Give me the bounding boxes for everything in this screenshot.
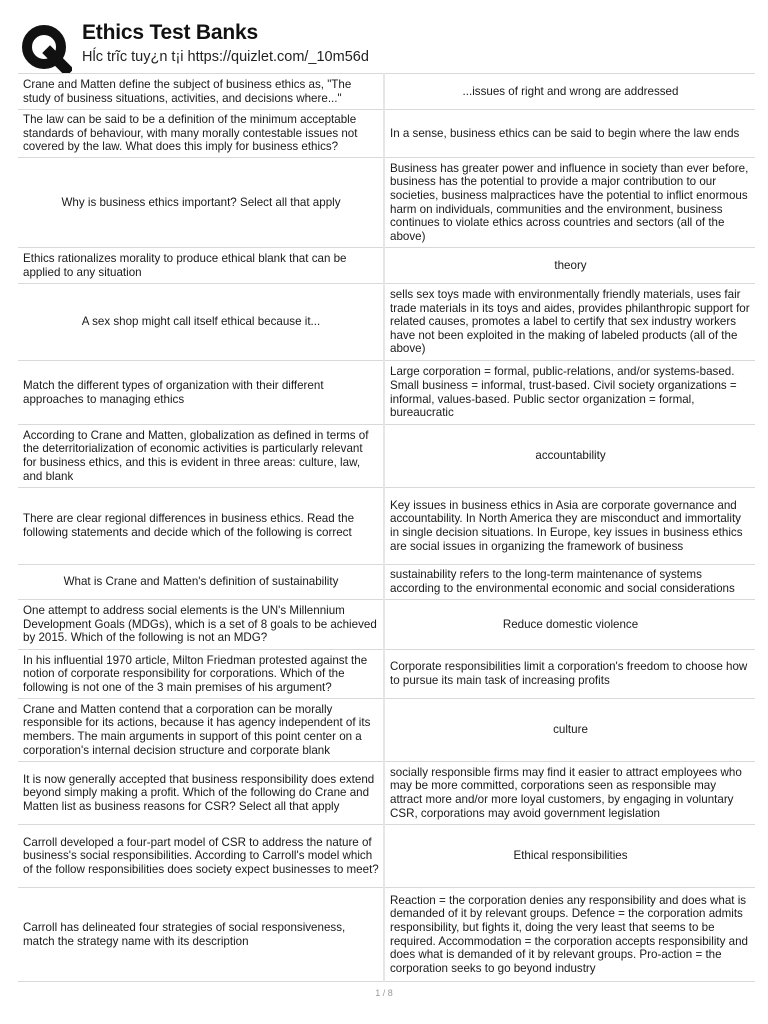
flashcard-row (18, 699, 755, 762)
question-cell: Crane and Matten contend that a corporation can be morally responsible for its actions, because it has agency independent of its members. The main arguments in support of this point center on a corporation's internal decision structure and corporate blank (18, 699, 384, 762)
answer-cell: Business has greater power and influence in society than ever before, business has the potential to provide a major contribution to our societies, business malpractices have the potential to inflict enormous harm on individuals, communities and the environment, business continues to violate ethics across countries and sectors (all of the above) (384, 158, 755, 248)
question-cell: It is now generally accepted that business responsibility does extend beyond simply making a profit. Which of the following do Crane and Matten list as business reasons for CSR? Select all that apply (18, 762, 384, 825)
answer-cell: accountability (384, 425, 755, 488)
answer-cell: theory (384, 248, 755, 284)
question-cell: One attempt to address social elements is the UN's Millennium Development Goals (MDGs), which is a set of 8 goals to be achieved by 2015. Which of the following is not an MDG? (18, 600, 384, 650)
answer-cell: culture (384, 699, 755, 762)
flashcard-row (18, 248, 755, 284)
question-cell: Carroll has delineated four strategies of social responsiveness, match the strategy name with its description (18, 888, 384, 982)
answer-cell: Corporate responsibilities limit a corporation's freedom to choose how to pursue its main task of increasing profits (384, 650, 755, 699)
question-cell: A sex shop might call itself ethical because it... (18, 284, 384, 361)
answer-cell: sustainability refers to the long-term maintenance of systems according to the environmental economic and social considerations (384, 565, 755, 600)
question-cell: In his influential 1970 article, Milton Friedman protested against the notion of corporate responsibility for corporations. Which of the following is not one of the 3 main premises of his argument? (18, 650, 384, 699)
question-cell: Ethics rationalizes morality to produce ethical blank that can be applied to any situation (18, 248, 384, 284)
flashcard-row (18, 488, 755, 565)
answer-cell: sells sex toys made with environmentally friendly materials, uses fair trade materials in its toys and aides, provides philanthropic support for related causes, promotes a label to certify that sex industry workers have not been exploited in the making of labeled products (all of the above) (384, 284, 755, 361)
question-cell: Match the different types of organization with their different approaches to managing ethics (18, 361, 384, 425)
flashcard-row (18, 361, 755, 425)
page-number: 1 / 8 (375, 988, 393, 998)
question-cell: There are clear regional differences in business ethics. Read the following statements and decide which of the following is correct (18, 488, 384, 565)
quizlet-logo-icon (20, 22, 72, 74)
answer-cell: Reaction = the corporation denies any responsibility and does what is demanded of it by relevant groups. Defence = the corporation admits responsibility, but fights it, doing the very least that seems to be required. Accommodation = the corporation accepts responsibility and does what is demanded of it by relevant groups. Pro-action = the corporation seeks to go beyond industry (384, 888, 755, 982)
answer-cell: ...issues of right and wrong are addressed (384, 74, 755, 110)
answer-cell: Ethical responsibilities (384, 825, 755, 888)
question-cell: Why is business ethics important? Select all that apply (18, 158, 384, 248)
flashcard-row (18, 762, 755, 825)
question-cell: Carroll developed a four-part model of CSR to address the nature of business's social responsibilities. According to Carroll's model which of the follow responsibilities does society expect businesses to meet? (18, 825, 384, 888)
question-cell: The law can be said to be a definition of the minimum acceptable standards of behaviour, with many morally contestable issues not covered by the law. What does this imply for business ethics? (18, 110, 384, 158)
flashcard-row (18, 284, 755, 361)
flashcard-row (18, 158, 755, 248)
flashcard-row (18, 888, 755, 982)
question-cell: According to Crane and Matten, globalization as defined in terms of the deterritorialization of economic activities is particularly relevant for business ethics, and this is evident in three areas: culture, law, and blank (18, 425, 384, 488)
document-header (0, 0, 768, 72)
answer-cell: In a sense, business ethics can be said to begin where the law ends (384, 110, 755, 158)
answer-cell: Key issues in business ethics in Asia are corporate governance and accountability. In North America they are misconduct and immortality in single decision situations. In Europe, key issues in business ethics are social issues in organizing the framework of business (384, 488, 755, 565)
flashcard-row (18, 825, 755, 888)
flashcard-table-body (18, 74, 755, 982)
flashcard-row (18, 650, 755, 699)
page-title: Ethics Test Banks (82, 21, 258, 44)
answer-cell: socially responsible firms may find it easier to attract employees who may be more committed, corporations seen as responsible may attract more and/or more loyal customers, by engaging in voluntary CSR, corporations may avoid government legislation (384, 762, 755, 825)
flashcard-row (18, 110, 755, 158)
source-link[interactable]: Hĺc trĩc tuy¿n t¡i https://quizlet.com/_10m56d (82, 49, 369, 65)
answer-cell: Reduce domestic violence (384, 600, 755, 650)
question-cell: Crane and Matten define the subject of business ethics as, "The study of business situations, activities, and decisions where..." (18, 74, 384, 110)
flashcard-row (18, 565, 755, 600)
question-cell: What is Crane and Matten's definition of sustainability (18, 565, 384, 600)
flashcard-row (18, 74, 755, 110)
answer-cell: Large corporation = formal, public-relations, and/or systems-based. Small business = informal, trust-based. Civil society organizations = informal, values-based. Public sector organization = formal, bureaucratic (384, 361, 755, 425)
flashcard-table (18, 73, 755, 982)
flashcard-row (18, 425, 755, 488)
flashcard-row (18, 600, 755, 650)
